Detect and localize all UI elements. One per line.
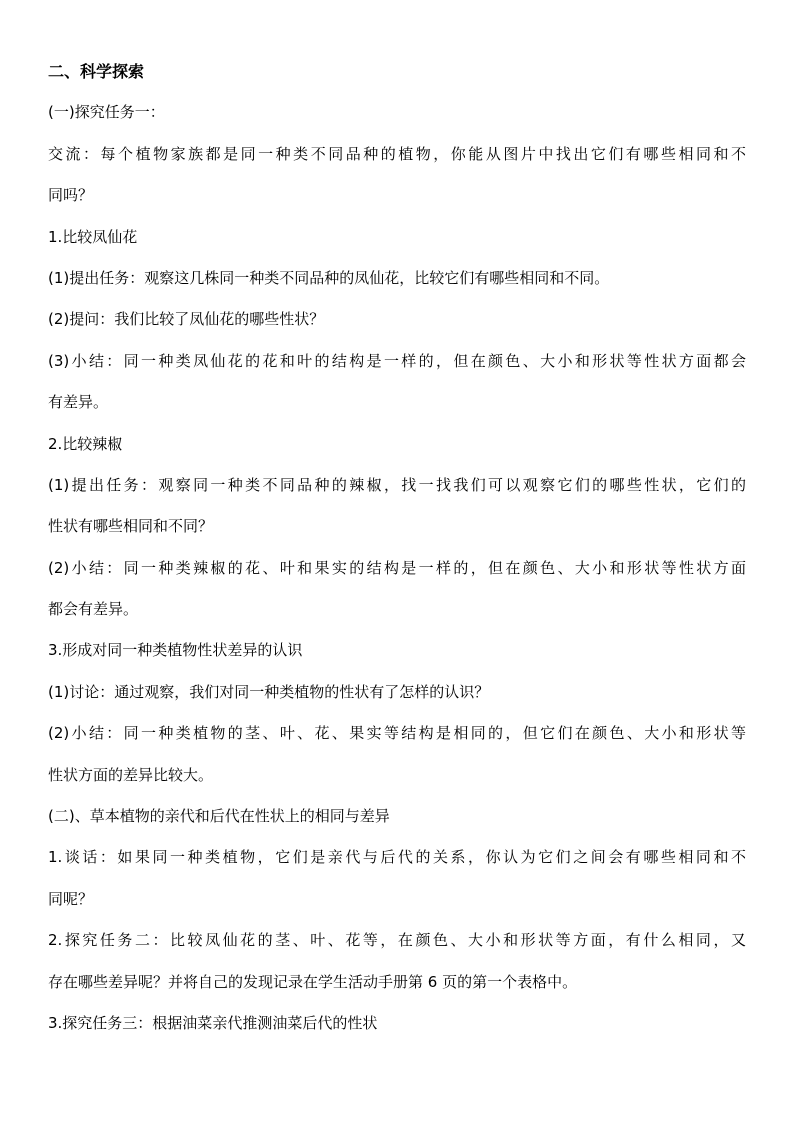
paragraph-line: 3.探究任务三：根据油菜亲代推测油菜后代的性状: [48, 1013, 378, 1032]
paragraph-line: 有差异。: [48, 393, 109, 412]
paragraph-line: (2)小结：同一种类辣椒的花、叶和果实的结构是一样的，但在颜色、大小和形状等性状方面: [48, 558, 746, 577]
paragraph-line: 2.比较辣椒: [48, 434, 123, 453]
paragraph-line: (2)提问：我们比较了凤仙花的哪些性状？: [48, 310, 325, 329]
paragraph: [48, 713, 746, 796]
paragraph-line: 性状方面的差异比较大。: [48, 765, 214, 784]
paragraph: [48, 920, 746, 1003]
paragraph-line: 同呢？: [48, 889, 94, 908]
paragraph: [48, 465, 746, 548]
paragraph: [48, 424, 746, 465]
paragraph: [48, 796, 746, 837]
paragraph-line: 2.探究任务二：比较凤仙花的茎、叶、花等，在颜色、大小和形状等方面，有什么相同，又: [48, 931, 746, 950]
paragraph: [48, 837, 746, 920]
paragraph-line: (1)提出任务：观察这几株同一种类不同品种的凤仙花，比较它们有哪些相同和不同。: [48, 268, 610, 287]
paragraph: [48, 630, 746, 671]
paragraph-line: 都会有差异。: [48, 600, 139, 619]
section-heading: 二、科学探索: [48, 62, 145, 81]
paragraph: [48, 92, 746, 133]
document-body: [48, 92, 746, 1044]
paragraph: [48, 134, 746, 217]
paragraph-line: 3.形成对同一种类植物性状差异的认识: [48, 641, 303, 660]
paragraph: [48, 1003, 746, 1044]
paragraph-line: (一)探究任务一：: [48, 103, 165, 122]
paragraph-line: 性状有哪些相同和不同？: [48, 517, 214, 536]
paragraph-line: 同吗？: [48, 186, 94, 205]
paragraph: [48, 548, 746, 631]
document-page: [48, 51, 746, 1044]
paragraph-line: (1)讨论：通过观察，我们对同一种类植物的性状有了怎样的认识？: [48, 682, 490, 701]
paragraph-line: (2)小结：同一种类植物的茎、叶、花、果实等结构是相同的，但它们在颜色、大小和形状等: [48, 724, 746, 743]
paragraph-line: 1.谈话：如果同一种类植物，它们是亲代与后代的关系，你认为它们之间会有哪些相同和不: [48, 848, 746, 867]
paragraph: [48, 258, 746, 299]
paragraph-line: (二)、草本植物的亲代和后代在性状上的相同与差异: [48, 807, 390, 826]
paragraph-line: 1.比较凤仙花: [48, 227, 138, 246]
paragraph: [48, 217, 746, 258]
paragraph-line: (1)提出任务：观察同一种类不同品种的辣椒，找一找我们可以观察它们的哪些性状，它们的: [48, 475, 746, 494]
paragraph-line: 交流：每个植物家族都是同一种类不同品种的植物，你能从图片中找出它们有哪些相同和不: [48, 144, 746, 163]
paragraph: [48, 299, 746, 340]
paragraph: [48, 672, 746, 713]
paragraph-line: 存在哪些差异呢？并将自己的发现记录在学生活动手册第 6 页的第一个表格中。: [48, 972, 578, 991]
paragraph: [48, 341, 746, 424]
paragraph-line: (3)小结：同一种类凤仙花的花和叶的结构是一样的，但在颜色、大小和形状等性状方面都会: [48, 351, 746, 370]
